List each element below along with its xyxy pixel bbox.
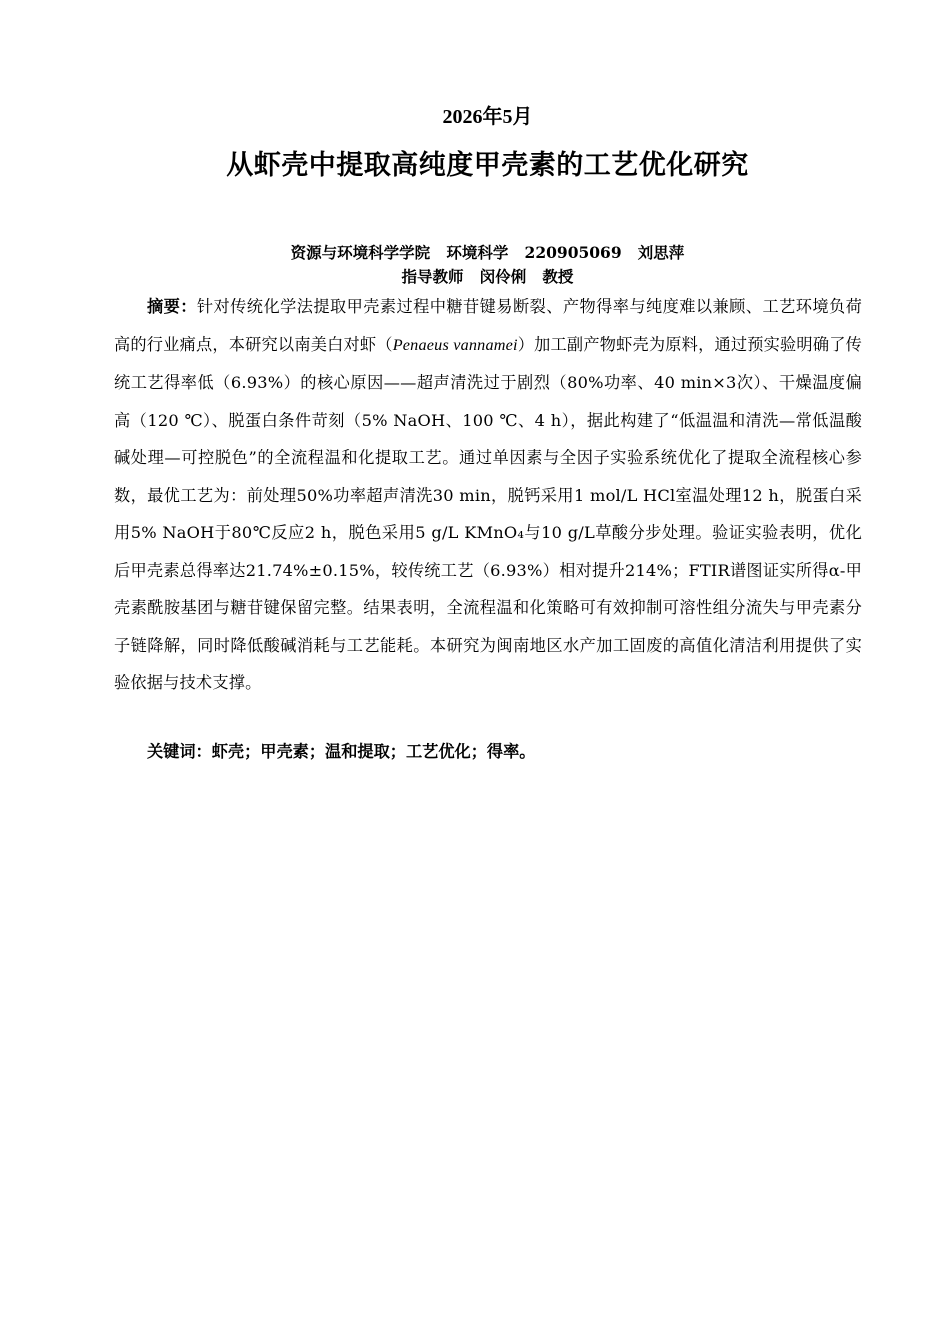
abstract-text-part-1: 针对传统化学法提取甲壳素过程中糖苷键易断裂、产物得率与纯度难以兼顾、工艺环境负荷高的行业痛点，本研究以南美白对虾（ bbox=[114, 297, 862, 354]
abstract-paragraph bbox=[114, 288, 862, 702]
paper-title: 从虾壳中提取高纯度甲壳素的工艺优化研究 bbox=[226, 150, 749, 181]
document-date: 2026年5月 bbox=[442, 106, 533, 128]
abstract-text-part-2: ）加工副产物虾壳为原料，通过预实验明确了传统工艺得率低（6.93%）的核心原因——超声清洗过于剧烈（80%功率、40 min×3次）、干燥温度偏高（120 ℃）、脱蛋白条件苛刻（5% NaOH、100 ℃、4 h），据此构建了“低温温和清洗—常低温酸碱处理—可控脱色”的全流程温和化提取工艺。通过单因素与全因子实验系统优化了提取全流程核心参数，最优工艺为：前处理50%功率超声清洗30 min，脱钙采用1 mol/L HCl室温处理12 h，脱蛋白采用5% NaOH于80℃反应2 h，脱色采用5 g/L KMnO₄与10 g/L草酸分步处理。验证实验表明，优化后甲壳素总得率达21.74%±0.15%，较传统工艺（6.93%）相对提升214%；FTIR谱图证实所得α-甲壳素酰胺基团与糖苷键保留完整。结果表明，全流程温和化策略可有效抑制可溶性组分流失与甲壳素分子链降解，同时降低酸碱消耗与工艺能耗。本研究为闽南地区水产加工固废的高值化清洁利用提供了实验依据与技术支撑。 bbox=[114, 334, 862, 692]
species-latin-name: Penaeus vannamei bbox=[392, 335, 518, 354]
abstract-label: 摘要： bbox=[147, 297, 197, 316]
advisor-info-line: 指导教师 闵伶俐 教授 bbox=[401, 267, 574, 286]
author-info-line: 资源与环境科学学院 环境科学 220905069 刘思萍 bbox=[290, 243, 685, 262]
keywords-line: 关键词：虾壳；甲壳素；温和提取；工艺优化；得率。 bbox=[147, 742, 536, 761]
